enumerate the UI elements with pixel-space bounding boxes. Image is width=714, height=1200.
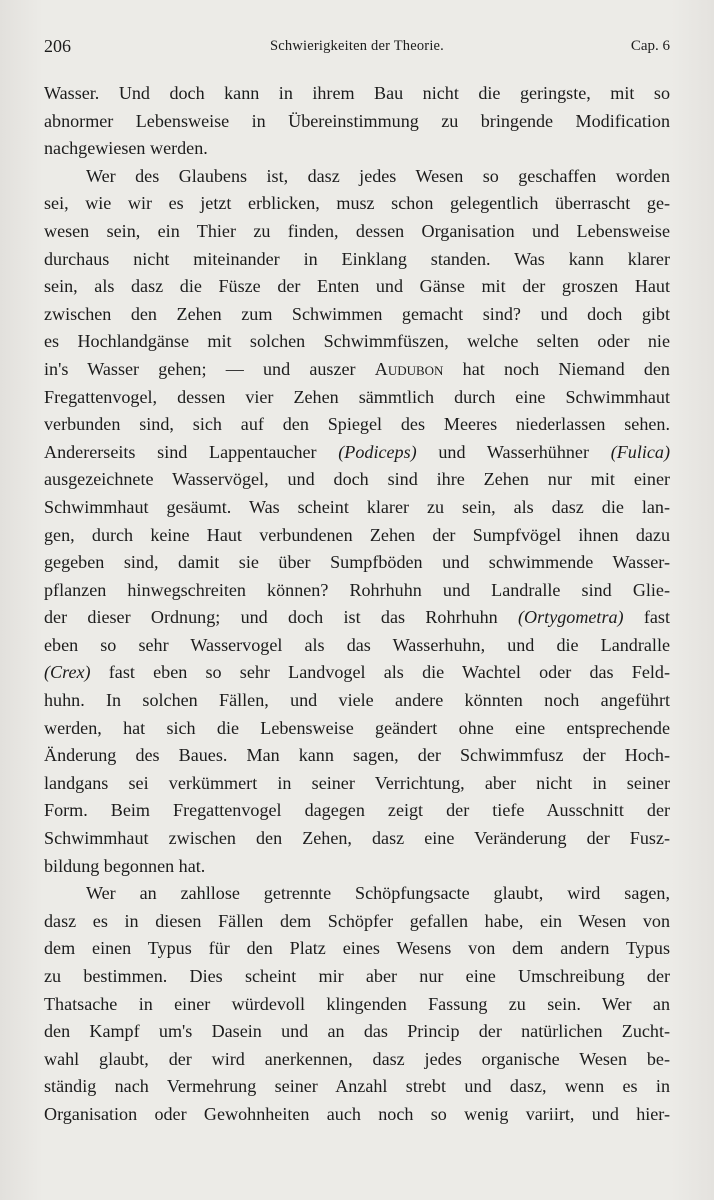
- text-line: [44, 1046, 670, 1074]
- text-segment: nachgewiesen werden.: [44, 138, 208, 159]
- chapter-label: Cap. 6: [630, 38, 670, 54]
- text-segment: Wer des Glaubens ist, dasz jedes Wesen so geschaffen worden: [86, 165, 670, 186]
- text-line: [44, 715, 670, 743]
- text-line: [44, 1018, 670, 1046]
- text-line: [44, 991, 670, 1019]
- text-segment: wahl glaubt, der wird anerkennen, dasz jedes organische Wesen be-: [44, 1048, 670, 1069]
- text-segment: in's Wasser gehen; — und auszer: [44, 358, 375, 379]
- text-line: [44, 687, 670, 715]
- text-segment: abnormer Lebensweise in Übereinstimmung zu bringende Modification: [44, 110, 670, 131]
- text-line: [44, 549, 670, 577]
- text-segment: Thatsache in einer würdevoll klingenden Fassung zu sein. Wer an: [44, 993, 670, 1014]
- italic-term: (Podiceps): [338, 441, 417, 462]
- text-segment: sei, wie wir es jetzt erblicken, musz schon gelegentlich überrascht ge-: [44, 193, 670, 214]
- italic-term: (Crex): [44, 662, 91, 683]
- text-segment: Form. Beim Fregattenvogel dagegen zeigt der tiefe Ausschnitt der: [44, 800, 670, 821]
- text-segment: fast eben so sehr Landvogel als die Wachtel oder das Feld-: [90, 662, 670, 683]
- text-line: [44, 632, 670, 660]
- text-line: [44, 1101, 670, 1129]
- text-segment: den Kampf um's Dasein und an das Princip der natürlichen Zucht-: [44, 1021, 670, 1042]
- text-segment: gen, durch keine Haut verbundenen Zehen der Sumpfvögel ihnen dazu: [44, 524, 670, 545]
- text-segment: zu bestimmen. Dies scheint mir aber nur eine Umschreibung der: [44, 966, 670, 986]
- text-line: [44, 80, 670, 108]
- text-segment: zwischen den Zehen zum Schwimmen gemacht sind? und doch gibt: [44, 303, 670, 324]
- text-line: [44, 797, 670, 825]
- page-header: [44, 36, 670, 64]
- body-text: [44, 80, 670, 1129]
- text-line: [44, 273, 670, 301]
- text-segment: gegeben sind, damit sie über Sumpfböden und schwimmende Wasser-: [44, 552, 670, 573]
- text-line: [44, 439, 670, 467]
- text-line: [44, 356, 670, 384]
- text-segment: wesen sein, ein Thier zu finden, dessen Organisation und Lebensweise: [44, 220, 670, 241]
- text-line: [44, 466, 670, 494]
- text-segment: landgans sei verkümmert in seiner Verrichtung, aber nicht in seiner: [44, 772, 670, 793]
- text-line: [44, 218, 670, 246]
- text-line: [44, 1073, 670, 1101]
- text-line: [44, 963, 670, 991]
- running-title: Schwierigkeiten der Theorie.: [269, 38, 445, 54]
- text-segment: der dieser Ordnung; und doch ist das Rohrhuhn: [44, 607, 519, 628]
- text-segment: und Wasserhühner: [416, 441, 611, 462]
- text-line: [44, 494, 670, 522]
- text-line: [44, 190, 670, 218]
- text-segment: huhn. In solchen Fällen, und viele andere könnten noch angeführt: [44, 690, 670, 711]
- italic-term: (Ortygometra): [518, 607, 624, 628]
- text-segment: Andererseits sind Lappentaucher: [44, 441, 339, 462]
- text-segment: es Hochlandgänse mit solchen Schwimmfüszen, welche selten oder nie: [44, 331, 670, 352]
- text-segment: Schwimmhaut gesäumt. Was scheint klarer zu sein, als dasz die lan-: [44, 496, 670, 517]
- text-line: [44, 328, 670, 356]
- text-segment: Änderung des Baues. Man kann sagen, der Schwimmfusz der Hoch-: [44, 745, 670, 766]
- text-segment: dasz es in diesen Fällen dem Schöpfer gefallen habe, ein Wesen von: [44, 910, 670, 931]
- text-segment: Wer an zahllose getrennte Schöpfungsacte glaubt, wird sagen,: [86, 883, 670, 904]
- text-line: [44, 411, 670, 439]
- text-line: [44, 908, 670, 936]
- text-line: [44, 659, 670, 687]
- text-segment: pflanzen hinwegschreiten können? Rohrhuhn und Landralle sind Glie-: [44, 579, 670, 600]
- text-segment: eben so sehr Wasservogel als das Wasserhuhn, und die Landralle: [44, 634, 670, 655]
- text-line: [44, 522, 670, 550]
- text-line: [44, 135, 670, 163]
- text-segment: Organisation oder Gewohnheiten auch noch so wenig variirt, und hier-: [44, 1103, 670, 1124]
- text-segment: bildung begonnen hat.: [44, 855, 206, 876]
- text-line: [44, 246, 670, 274]
- text-line: [44, 742, 670, 770]
- text-segment: Schwimmhaut zwischen den Zehen, dasz eine Veränderung der Fusz-: [44, 828, 670, 849]
- text-line: [44, 604, 670, 632]
- text-line: [44, 880, 670, 908]
- small-caps-name: Audubon: [374, 358, 444, 379]
- page-number: 206: [44, 36, 71, 56]
- text-segment: hat noch Niemand den: [443, 358, 670, 379]
- text-segment: werden, hat sich die Lebensweise geändert ohne eine entsprechende: [44, 717, 670, 738]
- text-line: [44, 384, 670, 412]
- text-segment: Wasser. Und doch kann in ihrem Bau nicht die geringste, mit so: [44, 83, 670, 103]
- text-line: [44, 853, 670, 881]
- text-line: [44, 163, 670, 191]
- text-segment: durchaus nicht miteinander in Einklang standen. Was kann klarer: [44, 248, 670, 269]
- text-segment: ständig nach Vermehrung seiner Anzahl strebt und dasz, wenn es in: [44, 1076, 670, 1097]
- text-segment: fast: [623, 607, 670, 628]
- text-segment: sein, als dasz die Füsze der Enten und Gänse mit der groszen Haut: [44, 276, 670, 297]
- text-line: [44, 935, 670, 963]
- text-segment: verbunden sind, sich auf den Spiegel des Meeres niederlassen sehen.: [44, 414, 670, 435]
- text-line: [44, 770, 670, 798]
- text-line: [44, 108, 670, 136]
- text-line: [44, 825, 670, 853]
- text-segment: Fregattenvogel, dessen vier Zehen sämmtlich durch eine Schwimmhaut: [44, 386, 670, 407]
- text-line: [44, 577, 670, 605]
- text-segment: dem einen Typus für den Platz eines Wesens von dem andern Typus: [44, 938, 670, 959]
- text-line: [44, 301, 670, 329]
- text-segment: ausgezeichnete Wasservögel, und doch sind ihre Zehen nur mit einer: [44, 469, 670, 490]
- italic-term: (Fulica): [610, 441, 670, 462]
